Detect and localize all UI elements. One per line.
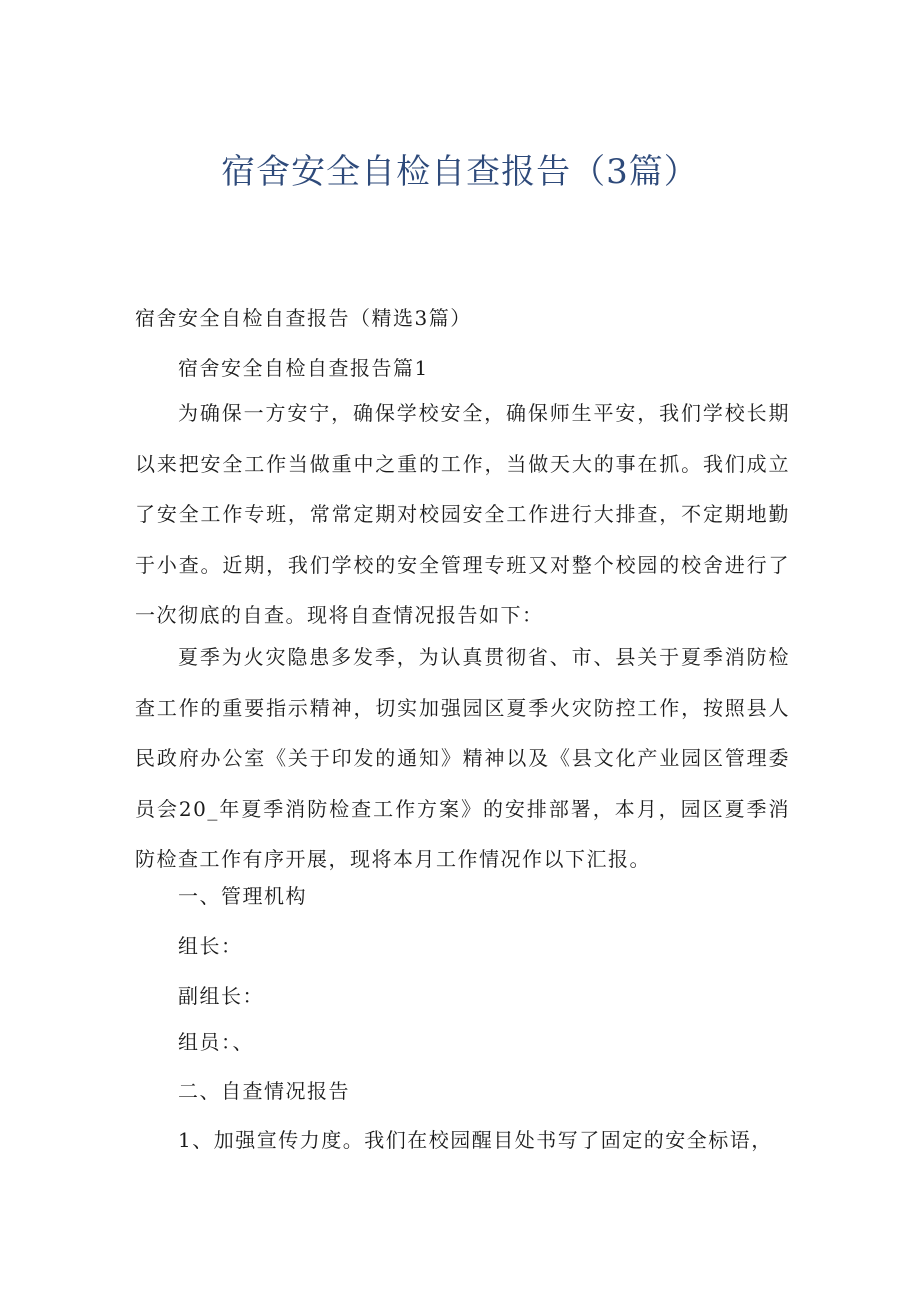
paragraph-1: 为确保一方安宁，确保学校安全，确保师生平安，我们学校长期以来把安全工作当做重中之重的工作，当做天大的事在抓。我们成立了安全工作专班，常常定期对校园安全工作进行大排查，不定期地勤于小查。近期，我们学校的安全管理专班又对整个校园的校舍进行了一次彻底的自查。现将自查情况报告如下：	[135, 401, 790, 627]
list-item-management: 一、管理机构	[178, 884, 307, 908]
list-item-self-check: 二、自查情况报告	[178, 1079, 350, 1103]
paragraph-2: 夏季为火灾隐患多发季，为认真贯彻省、市、县关于夏季消防检查工作的重要指示精神，切实加强园区夏季火灾防控工作，按照县人民政府办公室《关于印发的通知》精神以及《县文化产业园区管理委员会20_年夏季消防检查工作方案》的安排部署，本月，园区夏季消防检查工作有序开展，现将本月工作情况作以下汇报。	[135, 645, 790, 871]
list-item-publicity: 1、加强宣传力度。我们在校园醒目处书写了固定的安全标语，	[178, 1128, 773, 1152]
list-item-deputy-leader: 副组长：	[178, 984, 264, 1008]
document-title: 宿舍安全自检自查报告（3篇）	[221, 152, 699, 192]
section-heading: 宿舍安全自检自查报告篇1	[178, 356, 429, 380]
list-item-members: 组员：、	[178, 1030, 254, 1054]
document-subtitle: 宿舍安全自检自查报告（精选3篇）	[135, 306, 472, 330]
list-item-leader: 组长：	[178, 934, 243, 958]
